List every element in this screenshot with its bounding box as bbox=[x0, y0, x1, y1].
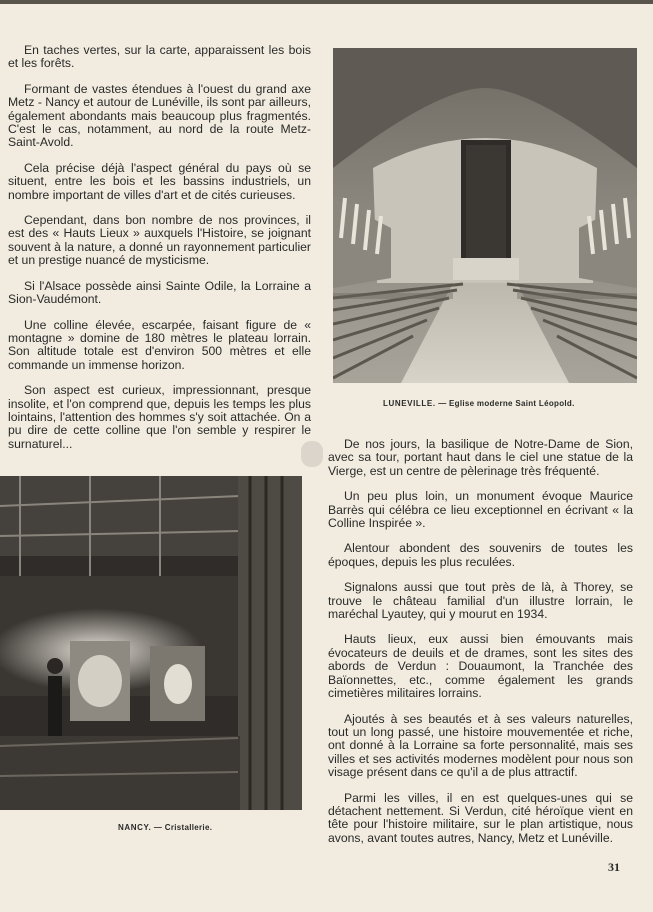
paragraph: Ajoutés à ses beautés et à ses valeurs naturelles, tout un long passé, une histoire mouvementée et riche, ont donné à la Lorraine sa forte personnalité, mais ses villes et ses activités modernes modèlent pour nous son visage présent dans ce qu'il a de plus attractif. bbox=[328, 711, 633, 780]
paragraph: Son aspect est curieux, impressionnant, presque insolite, et l'on comprend que, depuis les temps les plus lointains, l'attention des hommes s'y soit attachée. On a pu dire de cette colline que l'on semble y respirer le surnaturel... bbox=[8, 383, 311, 451]
paragraph: En taches vertes, sur la carte, apparaissent les bois et les forêts. bbox=[8, 43, 311, 71]
paragraph: Hauts lieux, eux aussi bien émouvants mais évocateurs de deuils et de drames, sont les sites des abords de Verdun : Douaumont, la Tranchée des Baïonnettes, etc., comme également les grands cimetières militaires lorrains. bbox=[328, 632, 633, 701]
paragraph: Formant de vastes étendues à l'ouest du grand axe Metz - Nancy et autour de Lunéville, ils sont par ailleurs, également abondants mais beaucoup plus fragmentés. C'est le cas, notamment, au nord de la route Metz-Saint-Avold. bbox=[8, 81, 311, 150]
church-interior-photo bbox=[333, 48, 637, 383]
page-number: 31 bbox=[608, 860, 620, 874]
paragraph: Si l'Alsace possède ainsi Sainte Odile, la Lorraine a Sion-Vaudémont. bbox=[8, 278, 311, 307]
caption-place: LUNEVILLE. bbox=[383, 399, 436, 408]
paragraph: Un peu plus loin, un monument évoque Maurice Barrès qui célébra ce lieu exceptionnel en écrivant « la Colline Inspirée ». bbox=[328, 489, 633, 531]
left-text-column bbox=[8, 44, 311, 463]
paragraph: Cependant, dans bon nombre de nos provinces, il est des « Hauts Lieux » auxquels l'Histoire, se joignant souvent à la nature, a donné un rayonnement particulier et un prestige nuancé de mysticisme. bbox=[8, 213, 311, 268]
church-photo-caption bbox=[383, 399, 575, 408]
glassworks-photo bbox=[0, 476, 302, 810]
top-rule bbox=[0, 0, 653, 4]
paragraph: Cela précise déjà l'aspect général du pays où se situent, entre les bois et les bassins industriels, un nombre important de villes d'art et de cités curieuses. bbox=[8, 160, 311, 202]
paragraph: Signalons aussi que tout près de là, à Thorey, se trouve le château familial d'un illustre lorrain, le maréchal Lyautey, qui y mourut en 1934. bbox=[328, 580, 633, 622]
glassworks-photo-caption bbox=[118, 823, 212, 832]
right-text-column bbox=[328, 438, 633, 857]
paragraph: Parmi les villes, il en est quelques-unes qui se détachent nettement. Si Verdun, cité héroïque vient en tête pour l'histoire militaire, sur le plan artistique, nous avons, avant toutes autres, Nancy, Metz et Lunéville. bbox=[328, 790, 633, 845]
caption-text: — Cristallerie. bbox=[153, 823, 213, 832]
paragraph: Une colline élevée, escarpée, faisant figure de « montagne » domine de 180 mètres le plateau lorrain. Son altitude totale est d'environ 500 mètres et elle commande un immense horizon. bbox=[8, 317, 311, 372]
library-stamp-mark bbox=[301, 441, 323, 467]
caption-text: — Eglise moderne Saint Léopold. bbox=[438, 399, 575, 408]
paragraph: Alentour abondent des souvenirs de toutes les époques, depuis les plus reculées. bbox=[328, 541, 633, 569]
paragraph: De nos jours, la basilique de Notre-Dame de Sion, avec sa tour, portant haut dans le ciel une statue de la Vierge, est un centre de pèlerinage très fréquenté. bbox=[328, 437, 633, 478]
caption-place: NANCY. bbox=[118, 823, 152, 832]
